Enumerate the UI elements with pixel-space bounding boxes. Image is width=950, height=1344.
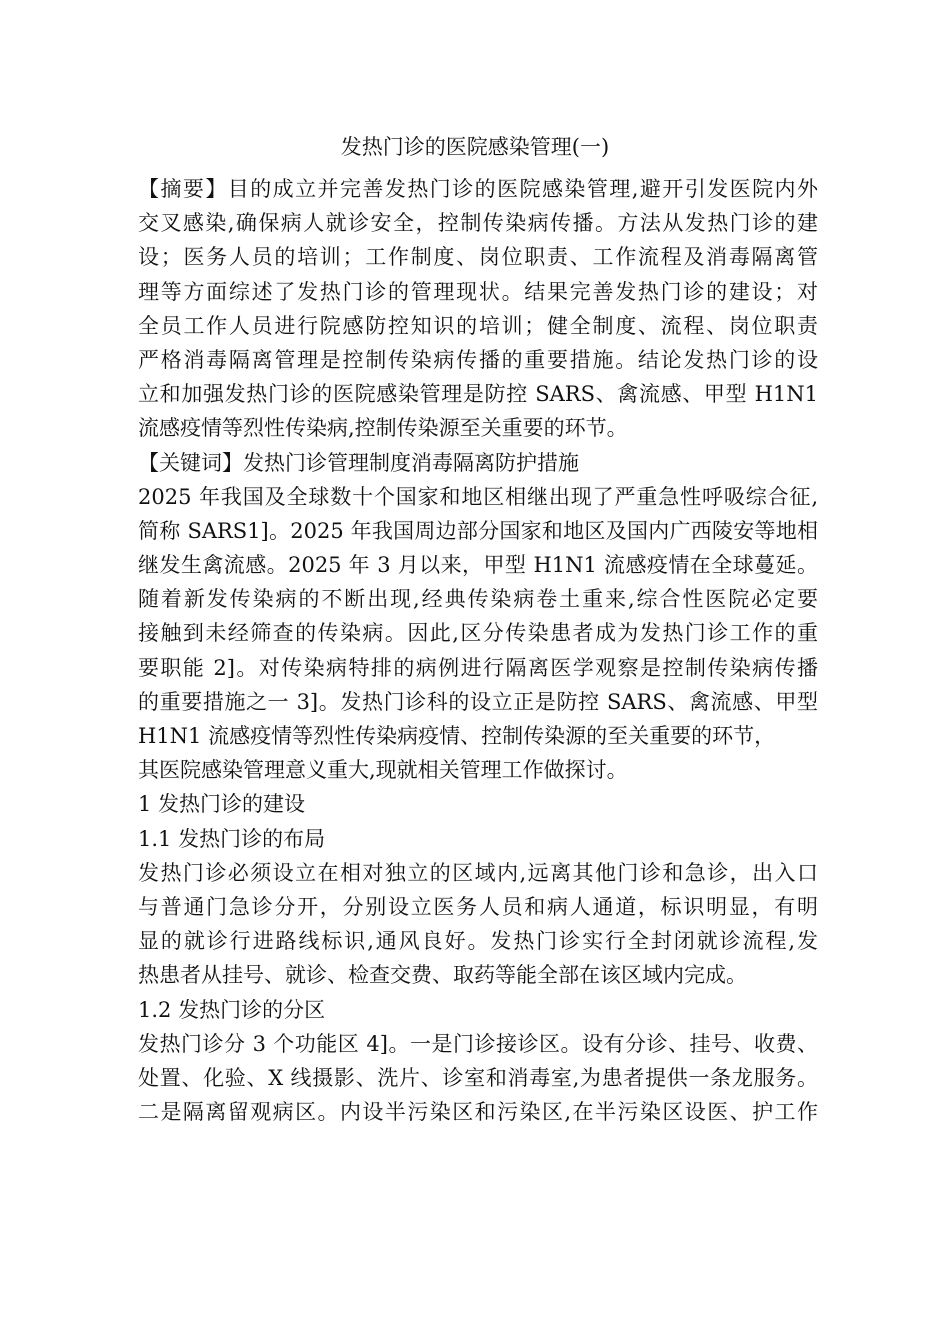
body-line: 接触到未经筛查的传染病。因此,区分传染患者成为发热门诊工作的重 bbox=[138, 621, 818, 646]
body-line: H1N1 流感疫情等烈性传染病疫情、控制传染源的至关重要的环节， bbox=[138, 724, 776, 748]
body-line: 的重要措施之一 3]。发热门诊科的设立正是防控 SARS、禽流感、甲型 bbox=[138, 689, 818, 714]
abstract-line: 交叉感染,确保病人就诊安全，控制传染病传播。方法从发热门诊的建 bbox=[138, 211, 818, 236]
subsection-heading: 1.2 发热门诊的分区 bbox=[138, 997, 326, 1022]
body-line: 发热门诊分 3 个功能区 4]。一是门诊接诊区。设有分诊、挂号、收费、 bbox=[138, 1031, 818, 1056]
body-line: 与普通门急诊分开，分别设立医务人员和病人通道，标识明显，有明 bbox=[138, 894, 818, 919]
abstract-line: 立和加强发热门诊的医院感染管理是防控 SARS、禽流感、甲型 H1N1 bbox=[138, 382, 818, 407]
body-line: 继发生禽流感。2025 年 3 月以来，甲型 H1N1 流感疫情在全球蔓延。 bbox=[138, 553, 818, 578]
abstract-line: 严格消毒隔离管理是控制传染病传播的重要措施。结论发热门诊的设 bbox=[138, 347, 818, 372]
document-body bbox=[138, 172, 818, 1129]
subsection-heading: 1.1 发热门诊的布局 bbox=[138, 826, 326, 851]
body-line: 其医院感染管理意义重大,现就相关管理工作做探讨。 bbox=[138, 758, 628, 783]
abstract-line: 全员工作人员进行院感防控知识的培训；健全制度、流程、岗位职责 bbox=[138, 313, 818, 338]
body-line: 2025 年我国及全球数十个国家和地区相继出现了严重急性呼吸综合征, bbox=[138, 484, 818, 509]
document-title: 发热门诊的医院感染管理(一) bbox=[340, 135, 610, 159]
abstract-line: 理等方面综述了发热门诊的管理现状。结果完善发热门诊的建设；对 bbox=[138, 279, 818, 304]
body-line: 简称 SARS1]。2025 年我国周边部分国家和地区及国内广西陵安等地相 bbox=[138, 518, 818, 543]
keywords-line: 【关键词】发热门诊管理制度消毒隔离防护措施 bbox=[138, 450, 579, 475]
body-line: 显的就诊行进路线标识,通风良好。发热门诊实行全封闭就诊流程,发 bbox=[138, 929, 818, 954]
abstract-line: 设；医务人员的培训；工作制度、岗位职责、工作流程及消毒隔离管 bbox=[138, 245, 818, 270]
body-line: 要职能 2]。对传染病特排的病例进行隔离医学观察是控制传染病传播 bbox=[138, 655, 818, 680]
body-line: 热患者从挂号、就诊、检查交费、取药等能全部在该区域内完成。 bbox=[138, 963, 747, 988]
body-line: 发热门诊必须设立在相对独立的区域内,远离其他门诊和急诊，出入口 bbox=[138, 860, 818, 885]
abstract-line: 【摘要】目的成立并完善发热门诊的医院感染管理,避开引发医院内外 bbox=[138, 177, 818, 201]
body-line: 处置、化验、X 线摄影、洗片、诊室和消毒室,为患者提供一条龙服务。 bbox=[138, 1065, 818, 1090]
section-heading: 1 发热门诊的建设 bbox=[138, 792, 306, 817]
body-line: 随着新发传染病的不断出现,经典传染病卷土重来,综合性医院必定要 bbox=[138, 587, 818, 612]
body-line: 二是隔离留观病区。内设半污染区和污染区,在半污染区设医、护工作 bbox=[138, 1100, 818, 1125]
abstract-line: 流感疫情等烈性传染病,控制传染源至关重要的环节。 bbox=[138, 416, 628, 441]
